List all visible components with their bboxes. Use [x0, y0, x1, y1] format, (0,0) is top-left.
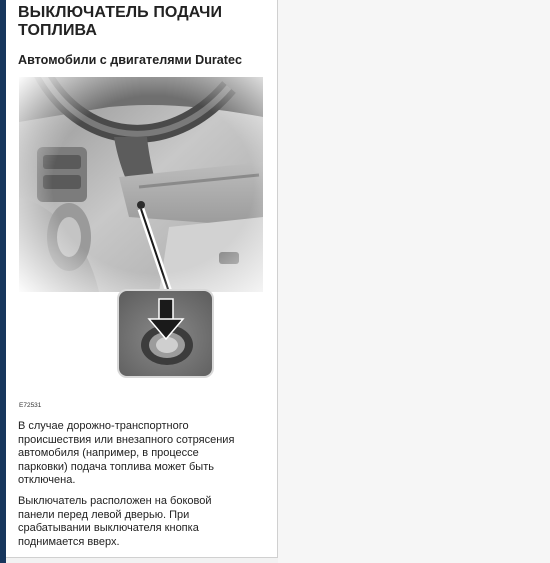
page-bottom-edge: [6, 558, 278, 563]
body-paragraph: [18, 420, 276, 488]
text-line: происшествия или внезапного сотрясения: [18, 433, 235, 446]
page-title: [18, 4, 273, 40]
switch-closeup-inset: [117, 289, 214, 378]
text-line: панели перед левой дверью. При: [18, 508, 190, 521]
body-paragraph: [18, 495, 276, 549]
text-line: срабатывании выключателя кнопка: [18, 522, 199, 534]
text-line: Выключатель расположен на боковой: [18, 495, 212, 507]
page-title-line: ВЫКЛЮЧАТЕЛЬ ПОДАЧИ: [18, 4, 223, 21]
manual-page: [6, 0, 278, 558]
text-line: парковки) подача топлива может быть: [18, 460, 214, 473]
text-line: отключена.: [18, 474, 76, 486]
figure-code: E72531: [19, 402, 42, 409]
viewer-background: [278, 0, 550, 563]
section-subtitle: Автомобили с двигателями Duratec: [18, 53, 243, 67]
text-line: поднимается вверх.: [18, 535, 120, 548]
text-line: В случае дорожно-транспортного: [18, 420, 189, 432]
dashboard-photo: [19, 77, 263, 292]
text-line: автомобиля (например, в процессе: [18, 447, 199, 459]
page-title-line: ТОПЛИВА: [18, 22, 98, 39]
